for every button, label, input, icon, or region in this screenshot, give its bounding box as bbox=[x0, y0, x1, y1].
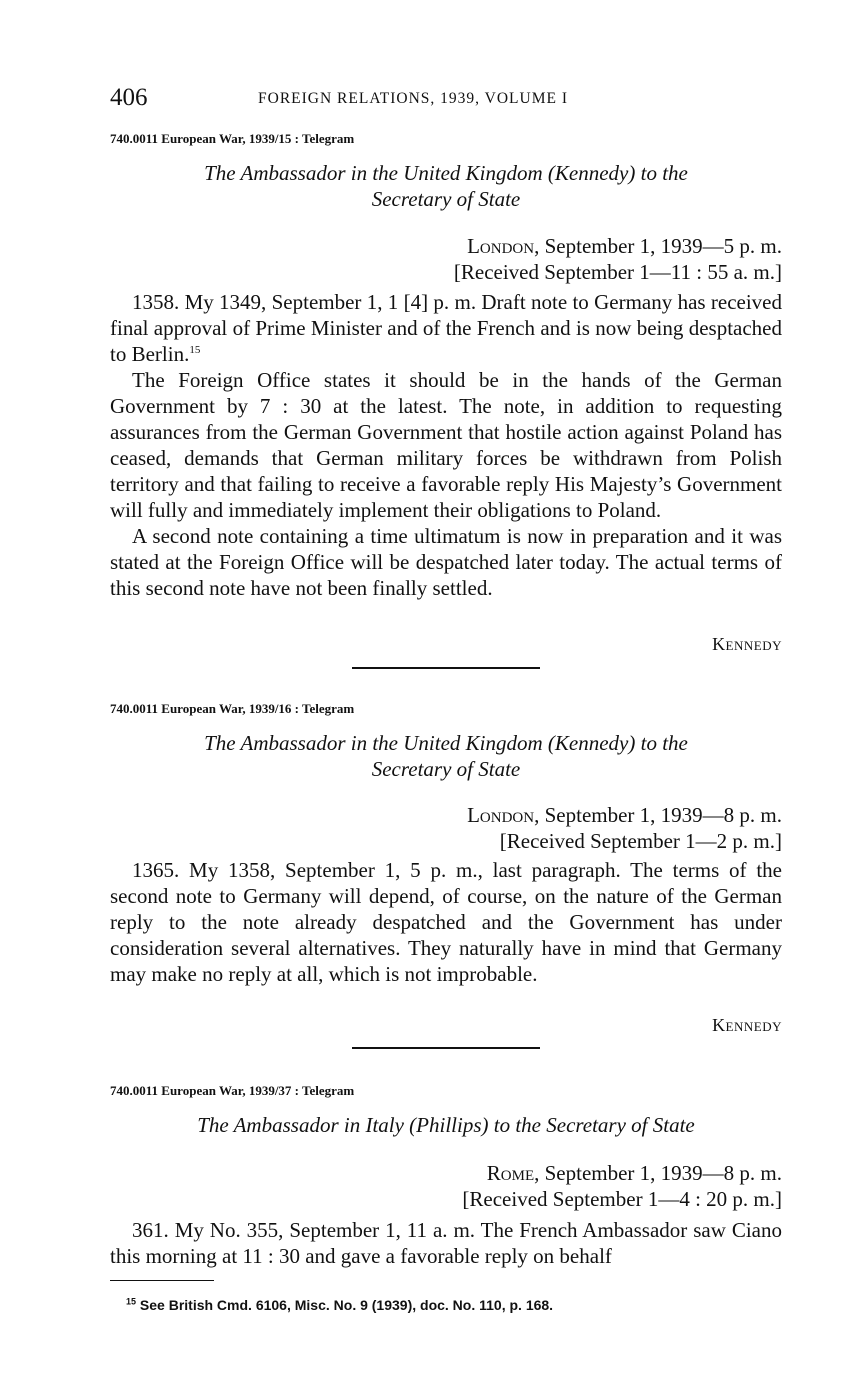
file-number: 740.0011 European War, 1939/16 : Telegram bbox=[110, 701, 355, 716]
received-note: [Received September 1—2 p. m.] bbox=[499, 829, 782, 853]
file-number: 740.0011 European War, 1939/15 : Telegram bbox=[110, 131, 355, 146]
place: London, bbox=[467, 803, 540, 827]
heading-line: The Ambassador in the United Kingdom (Kennedy) to the bbox=[204, 731, 688, 755]
running-title: FOREIGN RELATIONS, 1939, VOLUME I bbox=[258, 90, 568, 107]
date: September 1, 1939—8 p. m. bbox=[544, 1161, 782, 1185]
place: Rome, bbox=[486, 1161, 540, 1185]
telegram-body bbox=[110, 1217, 782, 1269]
paragraph: 1358. My 1349, September 1, 1 [4] p. m. Draft note to Germany has received final approval of Prime Minister and of the French and is now being desptached to Berlin.$^{15}$ bbox=[110, 290, 782, 366]
place: London, bbox=[467, 234, 540, 258]
heading-line: Secretary of State bbox=[371, 757, 521, 781]
footnote-marker: 15 bbox=[189, 344, 201, 356]
dateline bbox=[110, 1160, 782, 1212]
section-divider bbox=[352, 1047, 540, 1049]
received-note: [Received September 1—11 : 55 a. m.] bbox=[453, 260, 782, 284]
footnote-number: 15 bbox=[126, 1296, 137, 1307]
paragraph: The Foreign Office states it should be in the hands of the German Government by 7 : 30 at the latest. The note, in addition to requesting assurances from the German Government that hostile action against Poland has ceased, demands that German military forces be withdrawn from Polish territory and that failing to receive a favorable reply His Majesty’s Government will fully and immediately implement their obligations to Poland. bbox=[110, 368, 782, 522]
document-heading bbox=[110, 1112, 782, 1138]
paragraph: 1365. My 1358, September 1, 5 p. m., last paragraph. The terms of the second note to Germany will depend, of course, on the nature of the German reply to the note already despatched and the Government has under consideration several alternatives. They naturally have in mind that Germany may make no reply at all, which is not improbable. bbox=[110, 858, 782, 986]
dateline bbox=[110, 233, 782, 285]
file-number: 740.0011 European War, 1939/37 : Telegram bbox=[110, 1083, 355, 1098]
telegram-body bbox=[110, 857, 782, 987]
date: September 1, 1939—5 p. m. bbox=[544, 234, 782, 258]
paragraph: A second note containing a time ultimatum is now in preparation and it was stated at the Foreign Office will be despatched later today. The actual terms of this second note have not been finally settled. bbox=[110, 524, 782, 600]
signature: Kennedy bbox=[712, 1015, 782, 1035]
telegram-body bbox=[110, 289, 782, 601]
signature: Kennedy bbox=[712, 634, 782, 654]
document-heading bbox=[110, 160, 782, 212]
footnote-text: See British Cmd. 6106, Misc. No. 9 (1939), doc. No. 110, p. 168. bbox=[139, 1297, 554, 1313]
footnote bbox=[126, 1297, 553, 1313]
date: September 1, 1939—8 p. m. bbox=[544, 803, 782, 827]
received-note: [Received September 1—4 : 20 p. m.] bbox=[462, 1187, 782, 1211]
running-header bbox=[110, 86, 782, 112]
heading-line: The Ambassador in the United Kingdom (Kennedy) to the bbox=[204, 161, 688, 185]
dateline bbox=[110, 802, 782, 854]
document-heading bbox=[110, 730, 782, 782]
heading-line: The Ambassador in Italy (Phillips) to the Secretary of State bbox=[197, 1113, 695, 1137]
paragraph: 361. My No. 355, September 1, 11 a. m. The French Ambassador saw Ciano this morning at 11 : 30 and gave a favorable reply on behalf bbox=[110, 1218, 782, 1268]
page-number: 406 bbox=[110, 84, 148, 111]
footnote-rule bbox=[110, 1280, 214, 1281]
heading-line: Secretary of State bbox=[371, 187, 521, 211]
section-divider bbox=[352, 667, 540, 669]
